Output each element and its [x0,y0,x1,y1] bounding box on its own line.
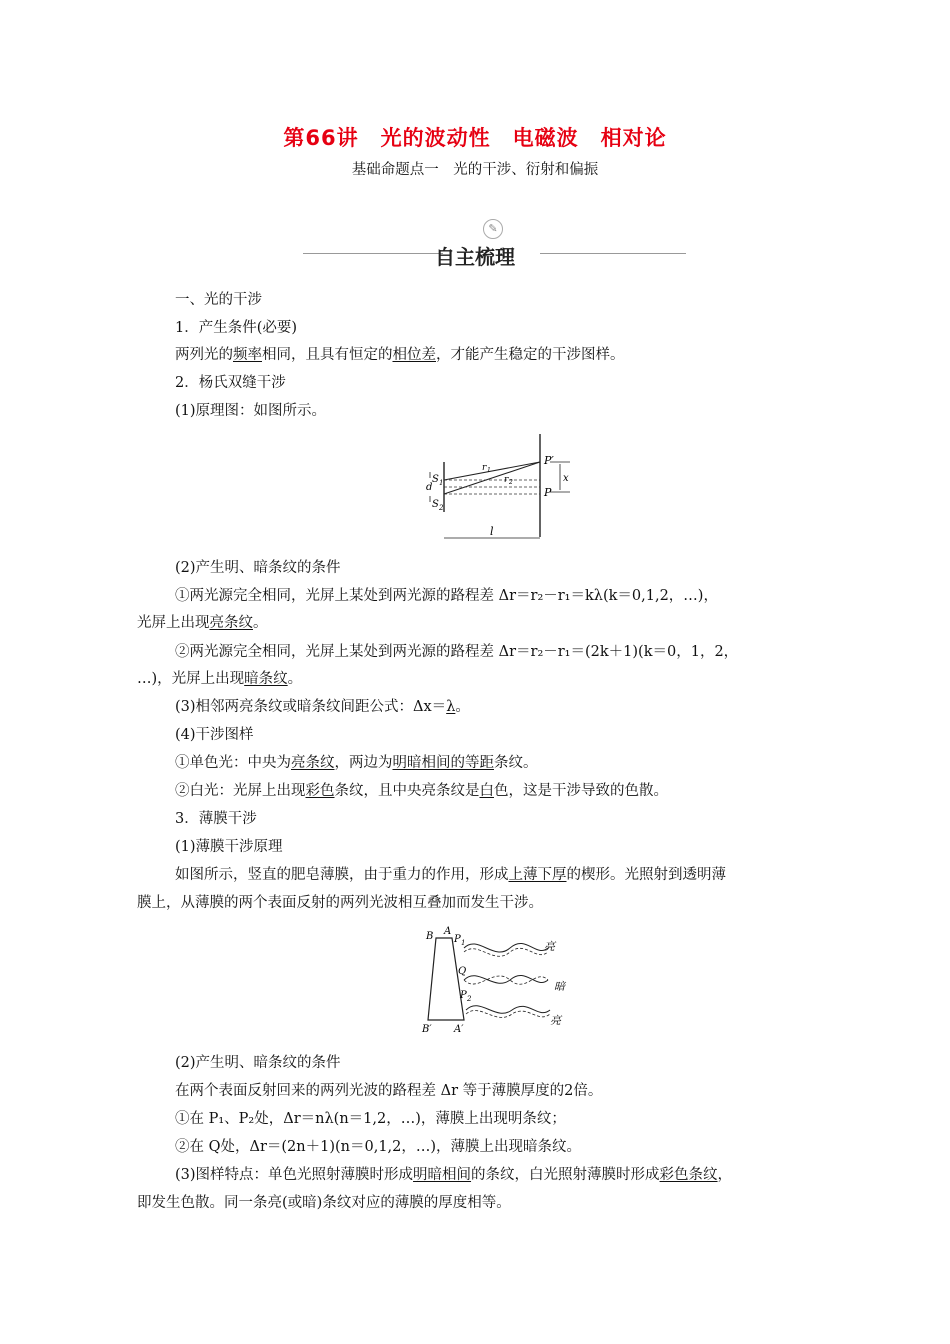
label-bright-bottom: 亮 [550,1014,561,1027]
label-p2-sub: 2 [467,995,472,1003]
label-b: B [426,931,434,942]
heading-film-condition: (2)产生明、暗条纹的条件 [175,1055,341,1071]
condition-dark-cont: …)，光屏上出现暗条纹。 [137,671,303,687]
paragraph-film-principle-cont: 膜上，从薄膜的两个表面反射的两列光波相互叠加而发生干涉。 [137,895,543,911]
heading-film-principle: (1)薄膜干涉原理 [175,839,283,855]
condition-bright: ①两光源完全相同，光屏上某处到两光源的路程差 Δr＝r₂－r₁＝kλ(k＝0,1,2，…)， [175,588,718,604]
paragraph-film-principle: 如图所示，竖直的肥皂薄膜，由于重力的作用，形成上薄下厚的楔形。光照射到透明薄 [175,867,726,883]
heading-condition: 1．产生条件(必要) [175,320,298,336]
page-title: 第66讲 光的波动性 电磁波 相对论 [283,126,667,150]
pattern-mono: ①单色光：中央为亮条纹，两边为明暗相间的等距条纹。 [175,755,538,771]
pattern-white: ②白光：光屏上出现彩色条纹，且中央亮条纹是白色，这是干涉导致的色散。 [175,783,668,799]
pattern-feature-cont: 即发生色散。同一条亮(或暗)条纹对应的薄膜的厚度相等。 [137,1195,511,1211]
label-r2-sub: 2 [509,479,513,486]
label-s1-sub: 1 [439,479,444,487]
label-r2: r [504,475,509,485]
condition-bright-cont: 光屏上出现亮条纹。 [137,615,268,631]
label-l: l [490,525,494,538]
heading-young: 2．杨氏双缝干涉 [175,375,286,391]
label-dark: 暗 [554,980,565,993]
label-p: P [544,486,552,499]
label-b-prime: B′ [422,1024,432,1035]
heading-pattern: (4)干涉图样 [175,727,254,743]
label-p1-sub: 1 [461,939,466,947]
label-x: x [563,473,569,484]
label-s2: S [432,499,439,510]
paragraph-condition: 两列光的频率相同，且具有恒定的相位差，才能产生稳定的干涉图样。 [175,347,625,363]
condition-film-bright: ①在 P₁、P₂处，Δr＝nλ(n＝1,2，…)，薄膜上出现明条纹； [175,1111,566,1127]
label-a: A [444,926,452,937]
label-p-prime: P′ [544,454,554,467]
double-slit-diagram [420,432,580,547]
heading-bright-dark: (2)产生明、暗条纹的条件 [175,560,341,576]
paragraph-path-difference: 在两个表面反射回来的两列光波的路程差 Δr 等于薄膜厚度的2倍。 [175,1083,603,1099]
heading-thin-film: 3．薄膜干涉 [175,811,257,827]
label-q: Q [458,966,467,977]
heading-interference: 一、光的干涉 [175,292,262,308]
pencil-icon: ✎ [483,219,503,239]
page-subtitle: 基础命题点一 光的干涉、衍射和偏振 [351,162,599,178]
label-p1: P [454,934,461,945]
section-title: 自主梳理 [435,245,515,269]
condition-dark: ②两光源完全相同，光屏上某处到两光源的路程差 Δr＝r₂－r₁＝(2k＋1)(k＝0，1，2， [175,644,739,660]
label-p2: P [460,990,467,1001]
thin-film-diagram [420,926,580,1038]
pattern-feature: (3)图样特点：单色光照射薄膜时形成明暗相间的条纹，白光照射薄膜时形成彩色条纹， [175,1167,733,1183]
label-a-prime: A′ [454,1024,464,1035]
label-r1-sub: 1 [487,467,491,474]
label-s1: S [432,474,439,485]
label-bright-top: 亮 [544,940,555,953]
condition-film-dark: ②在 Q处，Δr＝(2n＋1)(n＝0,1,2，…)，薄膜上出现暗条纹。 [175,1139,582,1155]
label-s2-sub: 2 [439,504,444,512]
paragraph-principle: (1)原理图：如图所示。 [175,403,327,419]
label-r1: r [482,463,487,473]
label-d: d [426,482,433,493]
fringe-spacing-formula: (3)相邻两亮条纹或暗条纹间距公式：Δx＝λ。 [175,699,470,715]
